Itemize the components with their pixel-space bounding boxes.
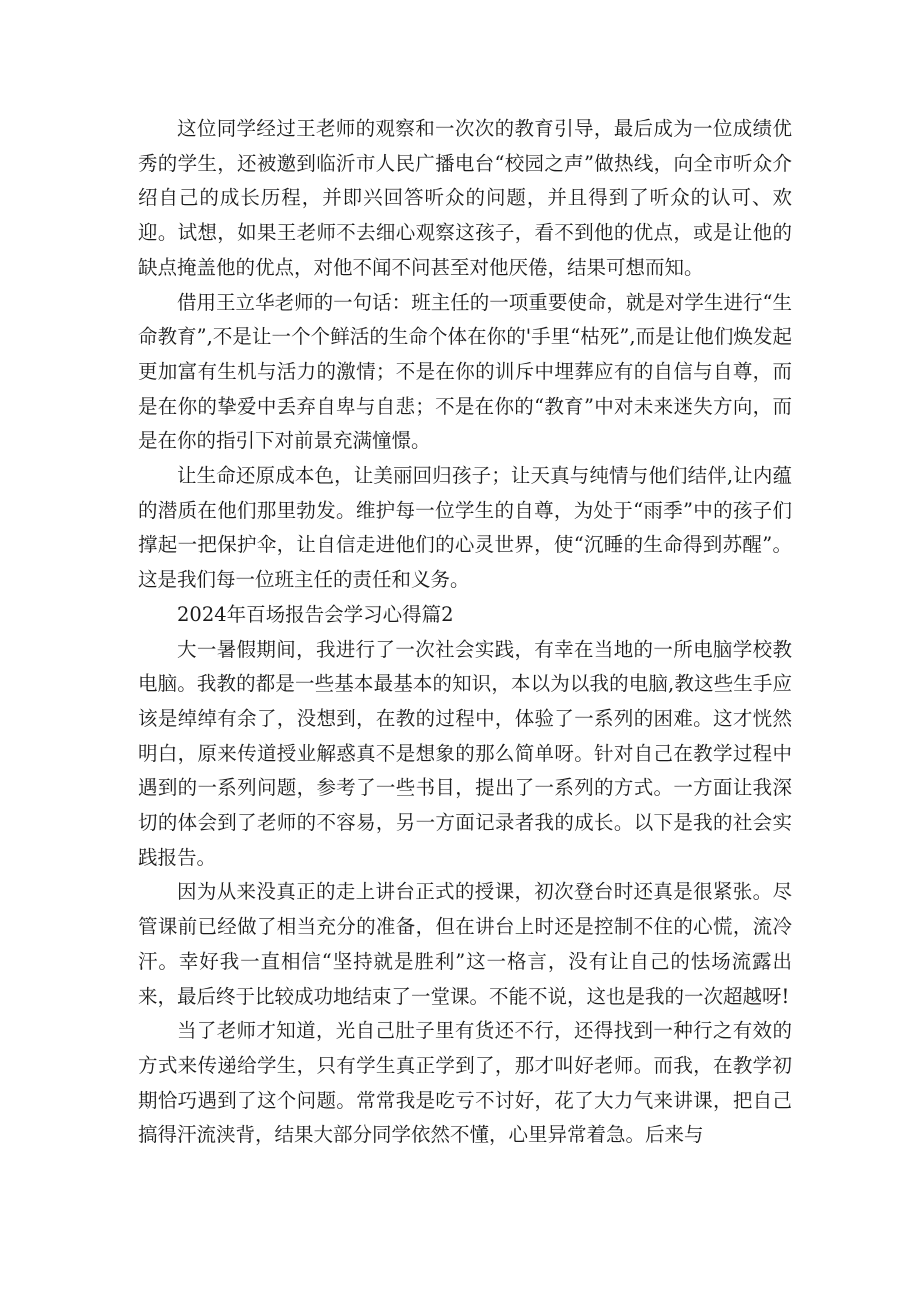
document-body <box>138 112 792 1153</box>
paragraph-5: 因为从来没真正的走上讲台正式的授课，初次登台时还真是很紧张。尽管课前已经做了相当充分的准备，但在讲台上时还是控制不住的心慌，流冷汗。幸好我一直相信“坚持就是胜利”这一格言，没有让自己的怯场流露出来，最后终于比较成功地结束了一堂课。不能不说，这也是我的一次超越呀! <box>138 880 792 1008</box>
paragraph-1: 这位同学经过王老师的观察和一次次的教育引导，最后成为一位成绩优秀的学生，还被邀到临沂市人民广播电台“校园之声”做热线，向全市听众介绍自己的成长历程，并即兴回答听众的问题，并且得到了听众的认可、欢迎。试想，如果王老师不去细心观察这孩子，看不到他的优点，或是让他的缺点掩盖他的优点，对他不闻不问甚至对他厌倦，结果可想而知。 <box>138 117 792 279</box>
paragraph-4: 大一暑假期间，我进行了一次社会实践，有幸在当地的一所电脑学校教电脑。我教的都是一些基本最基本的知识，本以为以我的电脑,教这些生手应该是绰绰有余了，没想到，在教的过程中，体验了一系列的困难。这才恍然明白，原来传道授业解惑真不是想象的那么简单呀。针对自己在教学过程中遇到的一系列问题，参考了一些书目，提出了一系列的方式。一方面让我深切的体会到了老师的不容易，另一方面记录者我的成长。以下是我的社会实践报告。 <box>138 637 792 869</box>
paragraph-2: 借用王立华老师的一句话：班主任的一项重要使命，就是对学生进行“生命教育”,不是让一个个鲜活的生命个体在你的'手里“枯死”,而是让他们焕发起更加富有生机与活力的激情；不是在你的训斥中埋葬应有的自信与自尊，而是在你的挚爱中丢弃自卑与自悲；不是在你的“教育”中对未来迷失方向，而是在你的指引下对前景充满憧憬。 <box>138 290 792 453</box>
paragraph-6: 当了老师才知道，光自己肚子里有货还不行，还得找到一种行之有效的方式来传递给学生，只有学生真正学到了，那才叫好老师。而我，在教学初期恰巧遇到了这个问题。常常我是吃亏不讨好，花了大力气来讲课，把自己搞得汗流浃背，结果大部分同学依然不懂，心里异常着急。后来与 <box>138 1019 792 1147</box>
paragraph-3: 让生命还原成本色，让美丽回归孩子；让天真与纯情与他们结伴,让内蕴的潜质在他们那里勃发。维护每一位学生的自尊，为处于“雨季”中的孩子们撑起一把保护伞，让自信走进他们的心灵世界，使“沉睡的生命得到苏醒”。这是我们每一位班主任的责任和义务。 <box>138 464 792 592</box>
section-heading: 2024年百场报告会学习心得篇2 <box>177 602 454 626</box>
